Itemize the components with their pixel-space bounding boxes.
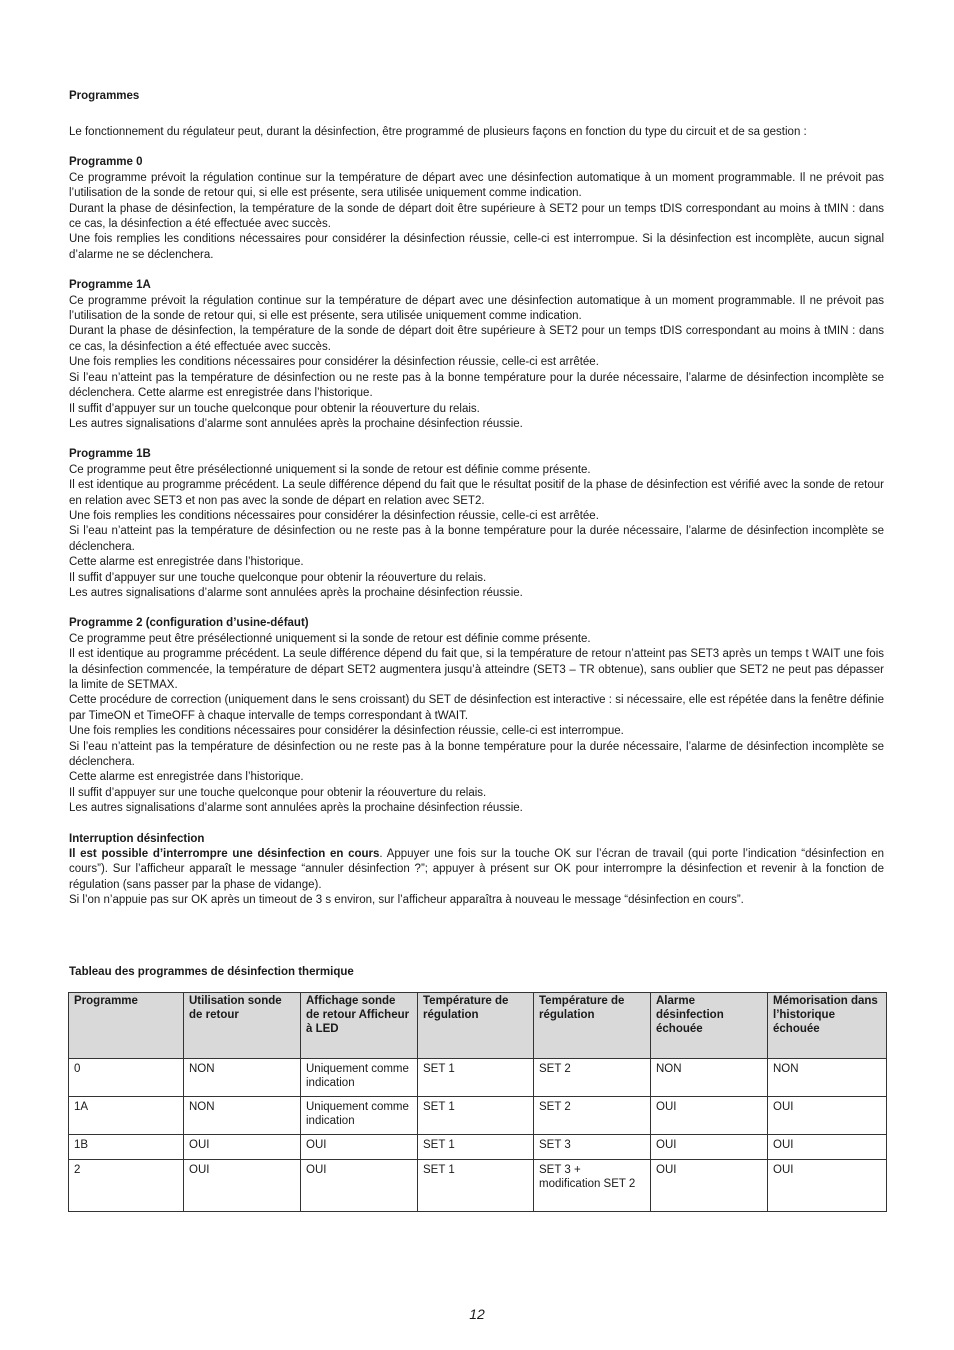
paragraph: Il est identique au programme précédent. La seule différence dépend du fait que, si la température de retour n’atteint pas SET3 après un temps t WAIT une fois la désinfection commencée, la température de départ SET2 augmentera jusqu’à atteindre (SET3 – TR obtenue), sans oublier que SET2 ne peut pas dépasser la limite de SETMAX. [69,648,884,691]
table-cell: 0 [69,1059,184,1097]
table-cell: OUI [768,1097,887,1135]
paragraph: Ce programme peut être présélectionné uniquement si la sonde de retour est définie comme présente. [69,463,591,476]
section-interruption [69,832,884,909]
paragraph: Les autres signalisations d’alarme sont annulées après la prochaine désinfection réussie. [69,417,523,430]
paragraph: Durant la phase de désinfection, la température de la sonde de départ doit être supérieure à SET2 pour un temps tDIS correspondant au moins à tMIN : dans ce cas, la désinfection a été effectuée avec succès. [69,325,884,353]
paragraph: Cette alarme est enregistrée dans l’historique. [69,556,304,569]
paragraph: Ce programme prévoit la régulation continue sur la température de départ avec une désinfection automatique à un moment programmable. Il ne prévoit pas l’utilisation de la sonde de retour qui, si elle est présente, sera utilisée uniquement comme indication. [69,294,884,323]
table-cell: SET 1 [418,1059,534,1097]
table-row [69,1097,887,1135]
section-title: Programme 1A [69,279,151,292]
paragraph: Une fois remplies les conditions nécessaires pour considérer la désinfection réussie, celle-ci est interrompue. [69,725,624,738]
programs-table [68,992,887,1212]
column-header: Utilisation sonde de retour [184,993,301,1059]
paragraph: Les autres signalisations d’alarme sont annulées après la prochaine désinfection réussie. [69,586,523,599]
table-cell: OUI [184,1135,301,1160]
table-row [69,1059,887,1097]
paragraph: Cette procédure de correction (uniquement dans le sens croissant) du SET de désinfection est interactive : si nécessaire, elle est répétée dans la fenêtre définie par TimeON et TimeOFF à chaque intervalle de temps correspondant à tWAIT. [69,694,884,722]
table-cell: Uniquement comme indication [301,1097,418,1135]
section-title: Programme 0 [69,156,143,169]
table-cell: NON [651,1059,768,1097]
section-programme-0 [69,155,884,263]
table-cell: SET 1 [418,1160,534,1212]
paragraph: Une fois remplies les conditions nécessaires pour considérer la désinfection réussie, celle-ci est arrêtée. [69,509,599,522]
section-programme-1b [69,447,884,601]
paragraph-text: . Appuyer une fois sur la touche OK sur l’écran de travail (qui porte l’indication “désinfection en cours”). Sur l’afficheur apparaît le message “annuler désinfection ?”; appuyer à présent sur OK pour interrompre la désinfection et revenir à la fonction de régulation (sans passer par la phase de vidange). [69,848,884,891]
page-heading: Programmes [69,90,140,102]
paragraph: Une fois remplies les conditions nécessaires pour considérer la désinfection réussie, celle-ci est arrêtée. [69,356,599,369]
table-cell: OUI [184,1160,301,1212]
column-header: Température de régulation [418,993,534,1059]
table-cell: Uniquement comme indication [301,1059,418,1097]
table-cell: NON [768,1059,887,1097]
table-cell: SET 2 [534,1059,651,1097]
table-title: Tableau des programmes de désinfection thermique [69,966,354,978]
paragraph: Il est identique au programme précédent. La seule différence dépend du fait que le résultat positif de la phase de désinfection est vérifié avec la sonde de retour en relation avec SET3 et non pas avec la sonde de départ en relation avec SET2. [69,479,884,507]
table-row [69,1160,887,1212]
table-cell: OUI [651,1160,768,1212]
table-cell: SET 3 [534,1135,651,1160]
section-title: Interruption désinfection [69,832,205,845]
table-cell: OUI [768,1135,887,1160]
column-header: Programme [69,993,184,1059]
paragraph: Il suffit d’appuyer sur une touche quelconque pour obtenir la réouverture du relais. [69,786,487,799]
table-cell: NON [184,1059,301,1097]
bold-lead: Il est possible d’interrompre une désinfection en cours [69,848,380,861]
paragraph: Cette alarme est enregistrée dans l’historique. [69,771,304,784]
table-cell: SET 2 [534,1097,651,1135]
paragraph: Il suffit d’appuyer sur une touche quelconque pour obtenir la réouverture du relais. [69,571,487,584]
column-header: Alarme désinfection échouée [651,993,768,1059]
paragraph: Ce programme prévoit la régulation continue sur la température de départ avec une désinfection automatique à un moment programmable. Il ne prévoit pas l’utilisation de la sonde de retour qui, si elle est présente, sera utilisée uniquement comme indication. [69,171,884,200]
section-programme-1a [69,278,884,432]
paragraph: Si l’eau n’atteint pas la température de désinfection ou ne reste pas à la bonne température pour la durée nécessaire, l’alarme de désinfection incomplète se déclenchera. [69,740,884,769]
paragraph: Une fois remplies les conditions nécessaires pour considérer la désinfection réussie, celle-ci est interrompue. Si la désinfection est incomplète, aucun signal d’alarme ne se déclenchera. [69,233,884,261]
section-title: Programme 1B [69,448,151,461]
section-title: Programme 2 (configuration d’usine-défaut) [69,617,309,630]
intro-paragraph: Le fonctionnement du régulateur peut, durant la désinfection, être programmé de plusieurs façons en fonction du type du circuit et de sa gestion : [69,126,807,138]
paragraph: Il suffit d’appuyer sur un touche quelconque pour obtenir la réouverture du relais. [69,402,480,415]
table-cell: NON [184,1097,301,1135]
table-cell: OUI [301,1135,418,1160]
table-row [69,1135,887,1160]
table-cell: OUI [651,1135,768,1160]
table-cell: 1A [69,1097,184,1135]
document-body [69,89,884,909]
column-header: Affichage sonde de retour Afficheur à LED [301,993,418,1059]
column-header: Mémorisation dans l’historique échouée [768,993,887,1059]
table-cell: SET 3 + modification SET 2 [534,1160,651,1212]
table-header-row [69,993,887,1059]
paragraph: Ce programme peut être présélectionné uniquement si la sonde de retour est définie comme présente. [69,632,591,645]
paragraph: Si l’eau n’atteint pas la température de désinfection ou ne reste pas à la bonne température pour la durée nécessaire, l’alarme de désinfection incomplète se déclenchera. Cette alarme est enregistrée dans l’historique. [69,371,884,400]
column-header: Température de régulation [534,993,651,1059]
table-cell: OUI [301,1160,418,1212]
table-cell: OUI [768,1160,887,1212]
section-programme-2 [69,616,884,816]
table-cell: OUI [651,1097,768,1135]
paragraph: Si l’on n’appuie pas sur OK après un timeout de 3 s environ, sur l’afficheur apparaîtra à nouveau le message “désinfection en cours”. [69,894,744,907]
page-number: 12 [469,1306,485,1322]
table-cell: 1B [69,1135,184,1160]
table-cell: 2 [69,1160,184,1212]
paragraph: Si l’eau n’atteint pas la température de désinfection ou ne reste pas à la bonne température pour la durée nécessaire, l’alarme de désinfection incomplète se déclenchera. [69,525,884,553]
paragraph: Durant la phase de désinfection, la température de la sonde de départ doit être supérieure à SET2 pour un temps tDIS correspondant au moins à tMIN : dans ce cas, la désinfection a été effectuée avec succès. [69,202,884,231]
paragraph: Les autres signalisations d’alarme sont annulées après la prochaine désinfection réussie. [69,802,523,815]
table-cell: SET 1 [418,1135,534,1160]
paragraph [69,847,884,893]
table-cell: SET 1 [418,1097,534,1135]
